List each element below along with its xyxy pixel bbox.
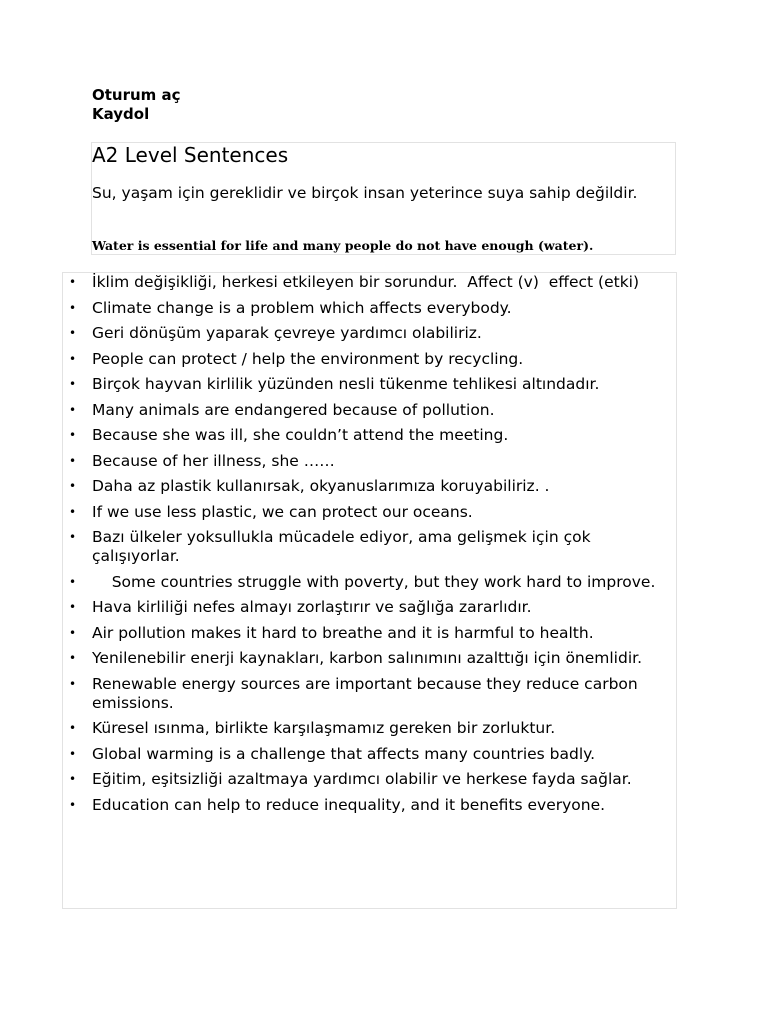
bullet-icon: •: [69, 479, 77, 493]
list-item-text: Some countries struggle with poverty, but they work hard to improve.: [92, 572, 656, 591]
intro-sentence-english: Water is essential for life and many people do not have enough (water).: [92, 238, 594, 253]
list-item-text: Hava kirliliği nefes almayı zorlaştırır ve sağlığa zararlıdır.: [92, 598, 532, 616]
list-item: [63, 273, 682, 292]
list-item-text: Geri dönüşüm yaparak çevreye yardımcı olabiliriz.: [92, 324, 482, 342]
register-link[interactable]: Kaydol: [92, 105, 150, 123]
list-item: [63, 324, 682, 343]
list-item-text: Yenilenebilir enerji kaynakları, karbon salınımını azalttığı için önemlidir.: [92, 649, 643, 667]
bullet-icon: •: [69, 351, 77, 366]
bullet-icon: •: [69, 428, 77, 442]
list-item-text: Küresel ısınma, birlikte karşılaşmamız gereken bir zorluktur.: [92, 719, 556, 737]
bullet-icon: •: [69, 402, 77, 417]
bullet-icon: •: [69, 651, 77, 665]
intro-card: [91, 142, 676, 255]
auth-links: [92, 86, 181, 124]
bullet-icon: •: [69, 275, 77, 289]
list-item: [63, 299, 682, 318]
page-title: A2 Level Sentences: [92, 143, 289, 167]
list-item-text: Because she was ill, she couldn’t attend the meeting.: [92, 426, 509, 444]
bullet-icon: •: [69, 300, 77, 315]
list-item: [63, 401, 682, 420]
list-item-text: Eğitim, eşitsizliği azaltmaya yardımcı olabilir ve herkese fayda sağlar.: [92, 770, 632, 788]
bullet-icon: •: [69, 504, 77, 519]
list-item-text: Climate change is a problem which affects everybody.: [92, 298, 512, 317]
bullet-icon: •: [69, 625, 77, 640]
list-item-text: Renewable energy sources are important because they reduce carbon emissions.: [92, 674, 643, 712]
list-item: [63, 375, 682, 394]
bullet-icon: •: [69, 676, 77, 691]
list-item: [63, 719, 682, 738]
list-item-text: Many animals are endangered because of pollution.: [92, 400, 495, 419]
bullet-icon: •: [69, 772, 77, 786]
list-item-text: People can protect / help the environment by recycling.: [92, 349, 524, 368]
list-item: [63, 796, 682, 815]
bullet-icon: •: [69, 600, 77, 614]
list-item: [63, 477, 682, 496]
bullet-icon: •: [69, 377, 77, 391]
list-item-text: Education can help to reduce inequality, and it benefits everyone.: [92, 795, 606, 814]
bullet-icon: •: [69, 721, 77, 735]
list-item: [63, 745, 682, 764]
list-item-text: If we use less plastic, we can protect our oceans.: [92, 502, 473, 521]
list-item: [63, 770, 682, 789]
bullet-icon: •: [69, 530, 77, 544]
list-item: [63, 649, 682, 668]
list-item: [63, 350, 682, 369]
list-item: [63, 426, 682, 445]
sentence-list-box: [62, 272, 677, 909]
bullet-icon: •: [69, 574, 77, 589]
list-item-text: Birçok hayvan kirlilik yüzünden nesli tükenme tehlikesi altındadır.: [92, 375, 600, 393]
list-item: [63, 675, 682, 713]
list-item-text: Global warming is a challenge that affects many countries badly.: [92, 744, 596, 763]
bullet-icon: •: [69, 797, 77, 812]
list-item: [63, 598, 682, 617]
list-item-text: Because of her illness, she ……: [92, 451, 335, 470]
list-item-text: Bazı ülkeler yoksullukla mücadele ediyor, ama gelişmek için çok çalışıyorlar.: [92, 528, 596, 565]
sentence-list: [63, 273, 676, 815]
list-item-text: İklim değişikliği, herkesi etkileyen bir sorundur. Affect (v) effect (etki): [92, 273, 640, 291]
list-item: [63, 503, 682, 522]
bullet-icon: •: [69, 326, 77, 340]
login-link[interactable]: Oturum aç: [92, 86, 181, 104]
list-item: [63, 452, 682, 471]
list-item: [63, 528, 682, 566]
intro-sentence-turkish: Su, yaşam için gereklidir ve birçok insan yeterince suya sahip değildir.: [92, 184, 638, 202]
list-item-text: Air pollution makes it hard to breathe and it is harmful to health.: [92, 623, 594, 642]
bullet-icon: •: [69, 453, 77, 468]
bullet-icon: •: [69, 746, 77, 761]
list-item: [63, 624, 682, 643]
list-item-text: Daha az plastik kullanırsak, okyanuslarımıza koruyabiliriz. .: [92, 477, 550, 495]
list-item: [63, 573, 682, 592]
